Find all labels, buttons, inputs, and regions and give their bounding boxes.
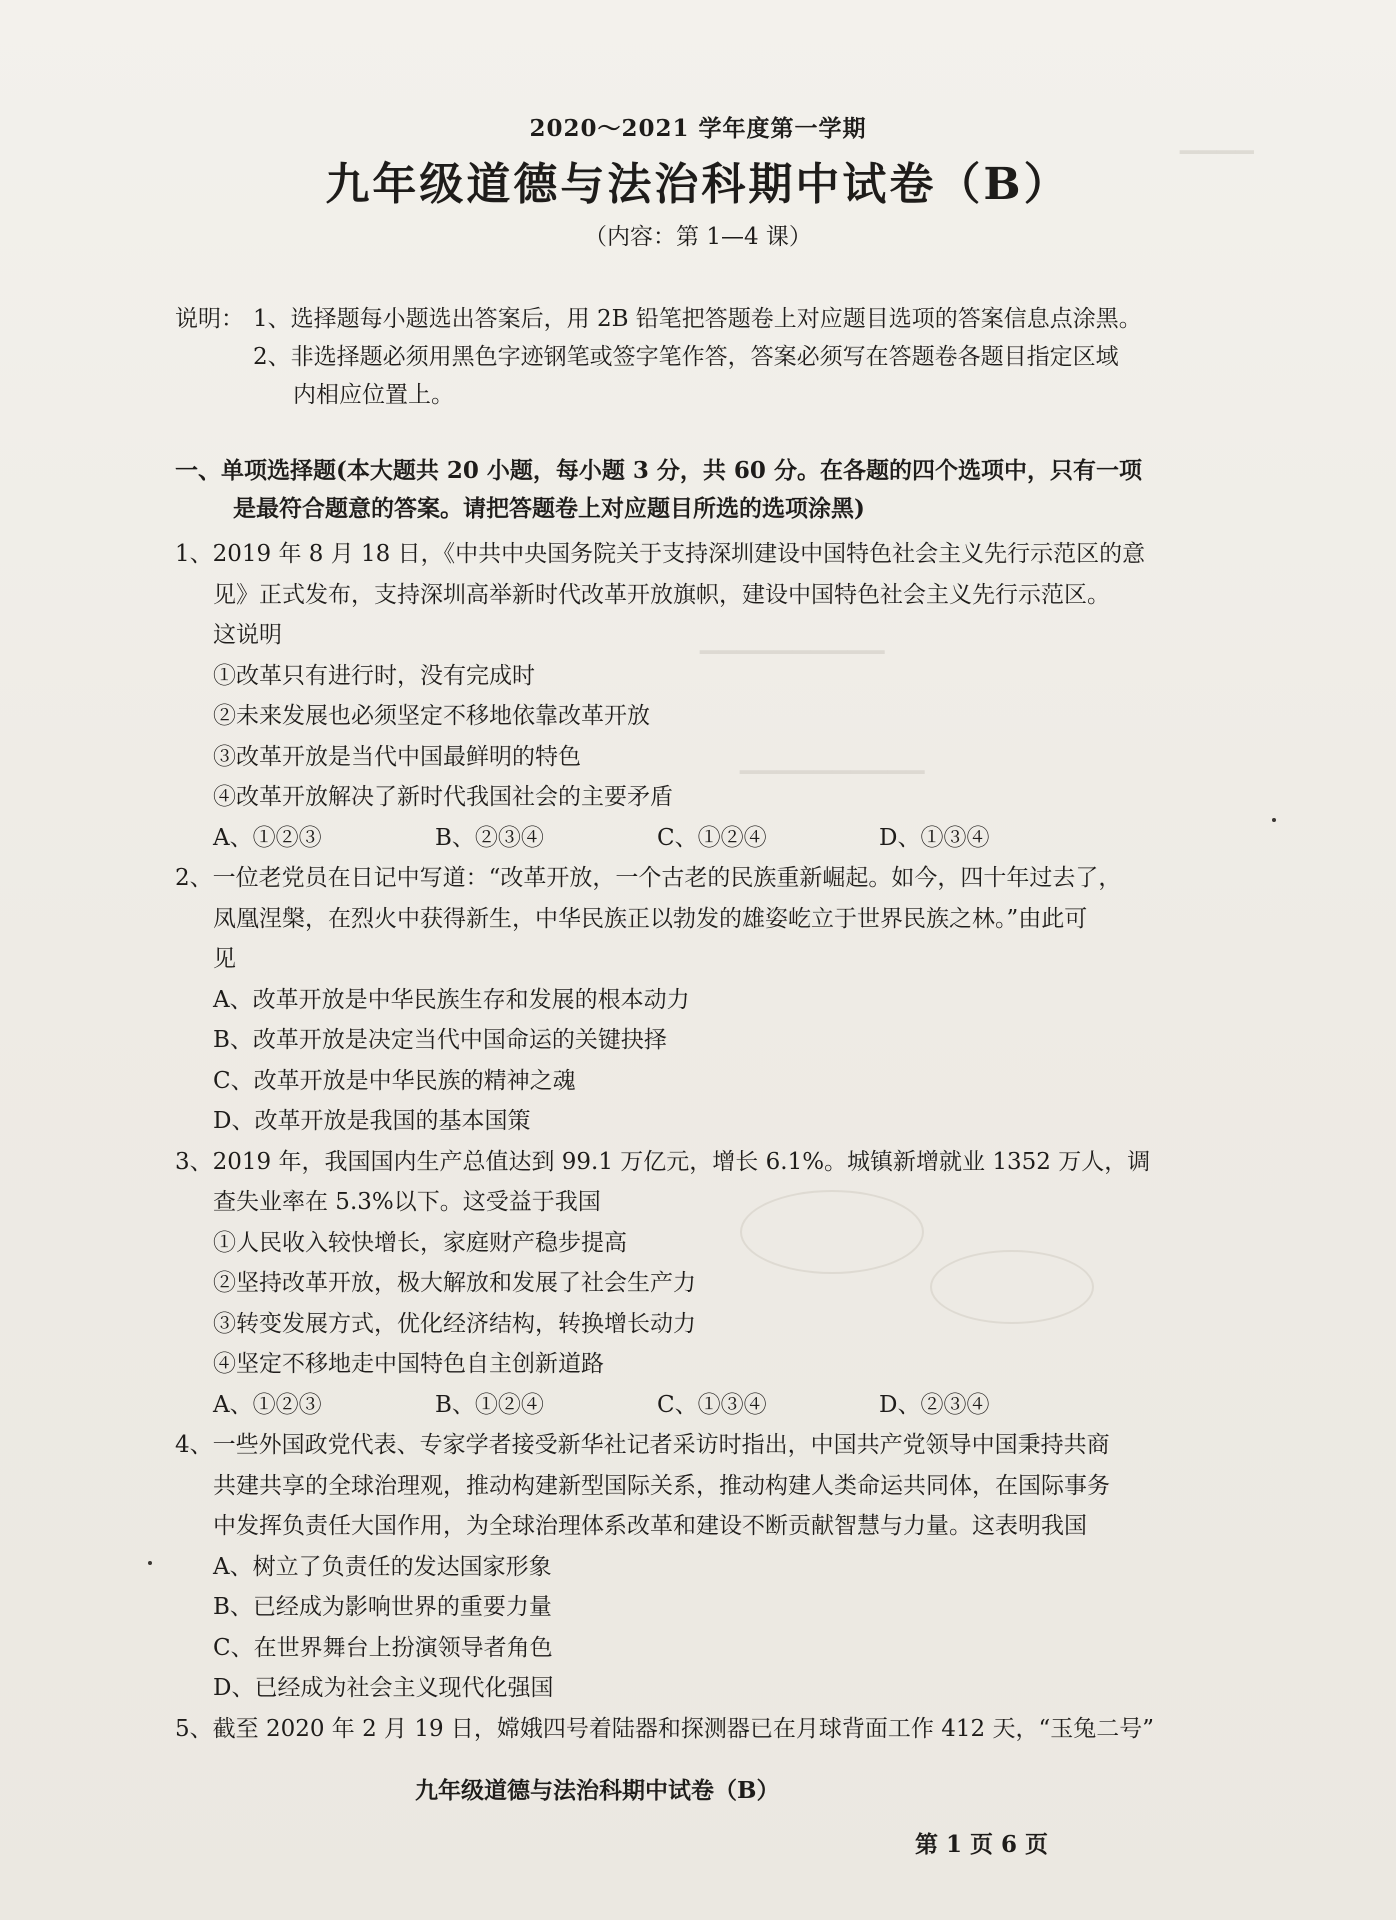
- statement-item: ②坚持改革开放，极大解放和发展了社会生产力: [213, 1270, 696, 1296]
- question-stem: 这说明: [213, 622, 282, 648]
- answer-choices: [175, 1385, 1305, 1426]
- exam-scope: （内容：第 1—4 课）: [584, 224, 812, 250]
- exam-title: 九年级道德与法治科期中试卷（B）: [325, 159, 1071, 210]
- statement-item: ③改革开放是当代中国最鲜明的特色: [213, 743, 581, 770]
- statement-item: ②未来发展也必须坚定不移地依靠改革开放: [213, 703, 650, 729]
- question-stem: 4、一些外国政党代表、专家学者接受新华社记者采访时指出，中国共产党领导中国秉持共商: [175, 1432, 1110, 1458]
- choice-b: B、①②④: [435, 1391, 544, 1418]
- choice-c: C、改革开放是中华民族的精神之魂: [213, 1067, 576, 1094]
- choice-d: D、②③④: [879, 1391, 990, 1418]
- statement-item: ①改革只有进行时，没有完成时: [213, 662, 535, 689]
- bleed-through-mark: ▁▁▁▁▁▁▁▁▁▁: [700, 626, 885, 654]
- page-number: 第 1 页 6 页: [915, 1831, 1049, 1858]
- question-stem: 共建共享的全球治理观，推动构建新型国际关系，推动构建人类命运共同体，在国际事务: [213, 1472, 1110, 1499]
- choice-b: B、改革开放是决定当代中国命运的关键抉择: [213, 1027, 667, 1053]
- question-list: [175, 534, 1305, 1749]
- question-stem: 3、2019 年，我国国内生产总值达到 99.1 万亿元，增长 6.1%。城镇新增就业 1352 万人，调: [175, 1148, 1151, 1175]
- paper-speck: [148, 1561, 152, 1565]
- choice-d: D、已经成为社会主义现代化强国: [213, 1675, 554, 1701]
- question-stem: 见: [213, 946, 236, 972]
- choice-b: B、②③④: [435, 824, 544, 851]
- question-2: [175, 858, 1305, 1142]
- instruction-item: 1、选择题每小题选出答案后，用 2B 铅笔把答题卷上对应题目选项的答案信息点涂黑。: [253, 306, 1142, 332]
- question-4: [175, 1425, 1305, 1709]
- question-stem: 见》正式发布，支持深圳高举新时代改革开放旗帜，建设中国特色社会主义先行示范区。: [213, 581, 1110, 608]
- question-stem: 中发挥负责任大国作用，为全球治理体系改革和建设不断贡献智慧与力量。这表明我国: [213, 1513, 1087, 1539]
- statement-item: ④坚定不移地走中国特色自主创新道路: [213, 1351, 604, 1377]
- choice-c: C、①②④: [657, 824, 767, 851]
- choice-a: A、①②③: [213, 824, 322, 851]
- question-stem: 查失业率在 5.3%以下。这受益于我国: [213, 1189, 601, 1215]
- choice-d: D、改革开放是我国的基本国策: [213, 1108, 531, 1134]
- statement-item: ④改革开放解决了新时代我国社会的主要矛盾: [213, 784, 673, 810]
- choice-d: D、①③④: [879, 824, 990, 851]
- section-heading-line: 一、单项选择题(本大题共 20 小题，每小题 3 分，共 60 分。在各题的四个选项中，只有一项: [175, 457, 1142, 484]
- answer-choices: [175, 818, 1305, 859]
- choice-b: B、已经成为影响世界的重要力量: [213, 1594, 552, 1620]
- statement-item: ③转变发展方式，优化经济结构，转换增长动力: [213, 1310, 696, 1337]
- choice-a: A、①②③: [213, 1391, 322, 1418]
- instructions: [175, 300, 1295, 414]
- question-stem: 2、一位老党员在日记中写道：“改革开放，一个古老的民族重新崛起。如今，四十年过去了，: [175, 865, 1122, 891]
- school-year: 2020～2021 学年度第一学期: [529, 115, 867, 142]
- question-3: [175, 1142, 1305, 1426]
- choice-c: C、在世界舞台上扮演领导者角色: [213, 1634, 553, 1661]
- statement-item: ①人民收入较快增长，家庭财产稳步提高: [213, 1229, 627, 1256]
- question-stem: 5、截至 2020 年 2 月 19 日，嫦娥四号着陆器和探测器已在月球背面工作 412 天，“玉兔二号”: [175, 1715, 1154, 1742]
- question-1: [175, 534, 1305, 858]
- question-5: [175, 1709, 1305, 1750]
- instructions-label: 说明：: [175, 306, 244, 332]
- section-heading-line: 是最符合题意的答案。请把答题卷上对应题目所选的选项涂黑): [233, 495, 865, 522]
- choice-c: C、①③④: [657, 1391, 767, 1418]
- question-stem: 1、2019 年 8 月 18 日，《中共中央国务院关于支持深圳建设中国特色社会主义先行示范区的意: [175, 541, 1146, 567]
- bleed-through-mark: ▁▁▁▁: [1180, 126, 1254, 154]
- choice-a: A、树立了负责任的发达国家形象: [213, 1553, 552, 1580]
- instruction-item: 内相应位置上。: [293, 382, 454, 408]
- section-heading: [175, 452, 1285, 528]
- instruction-item: 2、非选择题必须用黑色字迹钢笔或签字笔作答，答案必须写在答题卷各题目指定区域: [253, 344, 1119, 370]
- bleed-through-mark: ▁▁▁▁▁▁▁▁▁▁: [740, 746, 925, 774]
- footer-title: 九年级道德与法治科期中试卷（B）: [415, 1777, 780, 1804]
- question-stem: 凤凰涅槃，在烈火中获得新生，中华民族正以勃发的雄姿屹立于世界民族之林。”由此可: [213, 905, 1088, 932]
- choice-a: A、改革开放是中华民族生存和发展的根本动力: [213, 986, 690, 1013]
